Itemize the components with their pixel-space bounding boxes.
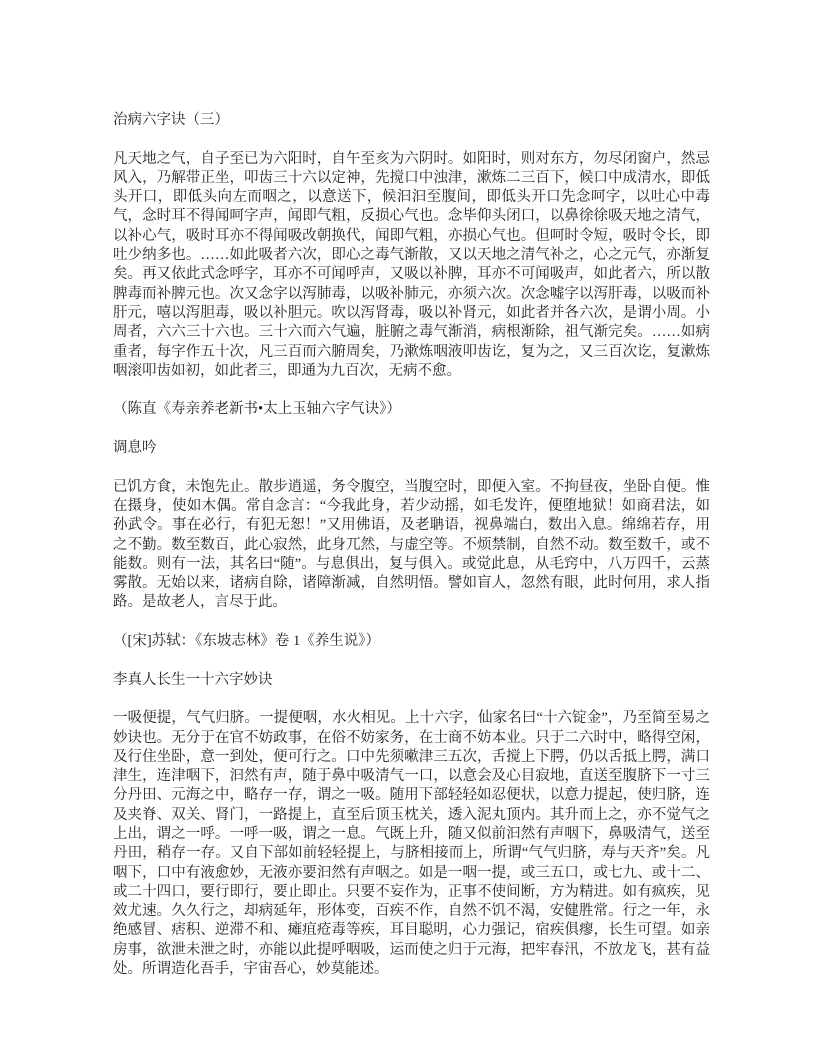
source-citation-chenzhi: （陈直《寿亲养老新书•太上玉轴六字气诀》） — [113, 401, 401, 418]
section-heading-lizhenren: 李真人长生一十六字妙诀 — [113, 671, 273, 688]
source-citation-sushi: （[宋]苏轼：《东坡志林》卷 1《养生说》） — [113, 633, 381, 650]
section-heading-tiaoxiyin: 调息吟 — [113, 440, 157, 457]
paragraph-tiaoxiyin: 已饥方食，未饱先止。散步逍遥，务令腹空，当腹空时，即便入室。不拘昼夜，坐卧自便。惟在摄身，使如木偶。常自念言：“今我此身，若少动摇，如毛发许，便堕地狱！如商君法，如孙武令。事在必行，有犯无恕！”又用佛语，及老聃语，视鼻端白，数出入息。绵绵若存，用之不勤。数至数百，此心寂然，此身兀然，与虚空等。不烦禁制，自然不动。数至数千，或不能数。则有一法，其名曰“随”。与息俱出，复与俱入。或觉此息，从毛窍中，八万四千，云蒸雾散。无始以来，诸病自除，诸障渐减，自然明悟。譬如盲人，忽然有眼，此时何用，求人指路。是故老人，言尽于此。 — [113, 478, 710, 611]
paragraph-six-char-formula: 凡天地之气，自子至已为六阳时，自午至亥为六阴时。如阳时，则对东方，勿尽闭窗户，然忌风入，乃解带正坐，叩齿三十六以定神，先搅口中浊津，漱炼二三百下，候口中成清水，即低头开口，即低头向左而咽之，以意送下，候汩汩至腹间，即低头开口先念呵字，以吐心中毒气，念时耳不得闻呵字声，闻即气粗，反损心气也。念毕仰头闭口，以鼻徐徐吸天地之清气，以补心气，吸时耳亦不得闻吸改朝换代，闻即气粗，亦损心气也。但呵时令短，吸时令长，即吐少纳多也。……如此吸者六次，即心之毒气渐散，又以天地之清气补之，心之元气，亦渐复矣。再又依此式念呼字，耳亦不可闻呼声，又吸以补脾，耳亦不可闻吸声，如此者六，所以散脾毒而补脾元也。次又念字以泻肺毒，以吸补肺元，亦须六次。次念嘘字以泻肝毒，以吸而补肝元，嘻以泻胆毒，吸以补胆元。吹以泻肾毒，吸以补肾元，如此者并各六次，是谓小周。小周者，六六三十六也。三十六而六气遍，脏腑之毒气渐消，病根渐除，祖气渐完矣。……如病重者，每字作五十次，凡三百而六腑周矣，乃漱炼咽液叩齿讫，复为之，又三百次讫，复漱炼咽滚叩齿如初，如此者三，即通为九百次，无病不愈。 — [113, 150, 710, 379]
document-title: 治病六字诀（三） — [113, 112, 229, 128]
paragraph-sixteen-char-secret: 一吸便提，气气归脐。一提便咽，水火相见。上十六字，仙家名曰“十六锭金”，乃至简至易之妙诀也。无分于在官不妨政事，在俗不妨家务，在士商不妨本业。只于二六时中，略得空闲，及行住坐卧，意一到处，便可行之。口中先须嗽津三五次，舌搅上下腭，仍以舌抵上腭，满口津生，连津咽下，汩然有声，随于鼻中吸清气一口，以意会及心目寂地，直送至腹脐下一寸三分丹田、元海之中，略存一存，谓之一吸。随用下部轻轻如忍便状，以意力提起，使归脐，连及夹脊、双关、肾门，一路提上，直至后顶玉枕关，透入泥丸顶内。其升而上之，亦不觉气之上出，谓之一呼。一呼一吸，谓之一息。气既上升，随又似前汩然有声咽下，鼻吸清气，送至丹田，稍存一存。又自下部如前轻轻提上，与脐相接而上，所谓“气气归脐，寿与天齐”矣。凡咽下，口中有液愈妙，无液亦要汩然有声咽之。如是一咽一提，或三五口，或七九、或十二、或二十四口，要行即行，要止即止。只要不妄作为，正事不使间断，方为精进。如有疯疾，见效尤速。久久行之，却病延年，形体变，百疾不作，自然不饥不渴，安健胜常。行之一年，永绝感冒、痞积、逆滞不和、瘫疽疮毒等疾，耳目聪明，心力强记，宿疾俱瘳，长生可望。如亲房事，欲泄未泄之时，亦能以此提呼咽吸，运而使之归于元海，把牢春汛，不放龙飞，甚有益处。所谓造化吾手，宇宙吾心，妙莫能述。 — [113, 710, 710, 978]
